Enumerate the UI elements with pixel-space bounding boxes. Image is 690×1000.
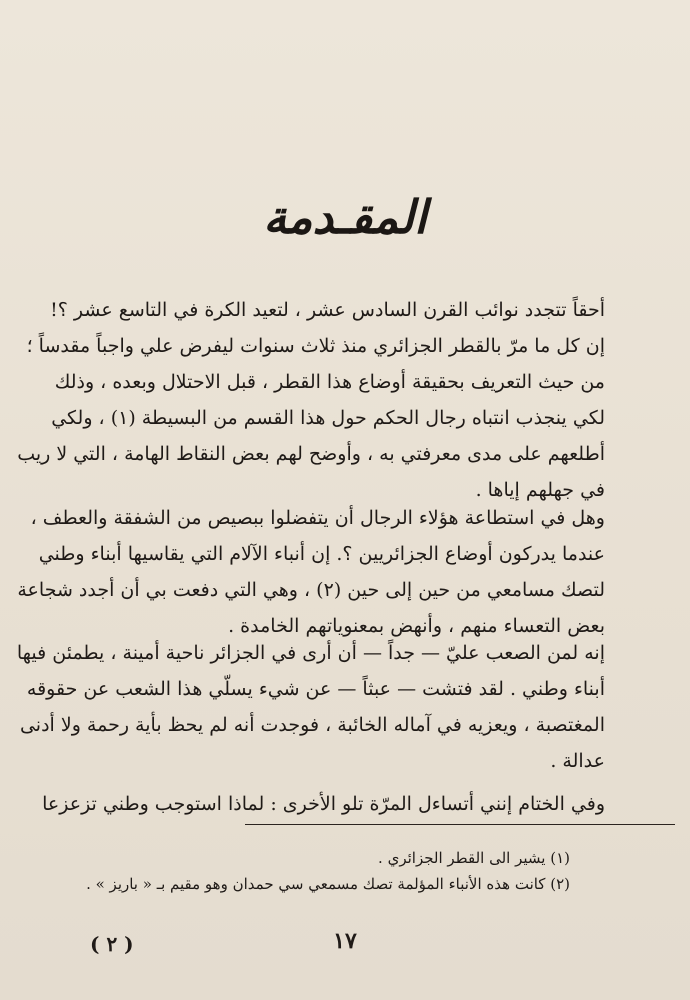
text-line: وفي الختام إنني أتساءل المرّة تلو الأخرى : لماذا استوجب وطني تزعزعا	[42, 793, 605, 815]
text-line: وهل في استطاعة هؤلاء الرجال أن يتفضلوا ببصيص من الشفقة والعطف ،	[30, 507, 605, 529]
text-line: المغتصبة ، ويعزيه في آماله الخائبة ، فوجدت أنه لم يحظ بأية رحمة ولا أدنى	[19, 714, 605, 736]
text-line: عندما يدركون أوضاع الجزائريين ؟. إن أنباء الآلام التي يقاسيها أبناء وطني	[38, 543, 605, 565]
text-line: أحقاً تتجدد نوائب القرن السادس عشر ، لتعيد الكرة في التاسع عشر ؟!	[50, 299, 605, 321]
text-line: إن كل ما مرّ بالقطر الجزائري منذ ثلاث سنوات ليفرض علي واجباً مقدساً ؛	[26, 335, 605, 357]
footnote-1: (١) يشير الى القطر الجزائري .	[378, 849, 570, 867]
footnotes	[86, 845, 570, 897]
page-number: ١٧	[333, 928, 357, 954]
text-line: من حيث التعريف بحقيقة أوضاع هذا القطر ، قبل الاحتلال وبعده ، وذلك	[54, 371, 605, 393]
footnote-2: (٢) كانت هذه الأنباء المؤلمة تصك مسمعي سي حمدان وهو مقيم بـ « باريز » .	[86, 875, 570, 893]
text-line: أبناء وطني . لقد فتشت — عبثاً — عن شيء يسلّي هذا الشعب عن حقوقه	[26, 678, 605, 700]
footnote-divider	[245, 824, 675, 825]
text-line: بعض التعساء منهم ، وأنهض بمعنوياتهم الخامدة .	[228, 615, 605, 637]
paragraph-3	[16, 635, 605, 779]
text-line: عدالة .	[550, 750, 605, 772]
text-line: إنه لمن الصعب عليّ — جداً — أن أرى في الجزائر ناحية أمينة ، يطمئن فيها	[16, 642, 605, 664]
paragraph-1	[17, 292, 605, 508]
paragraph-4	[42, 786, 605, 822]
signature-mark: ( ٢ )	[90, 932, 134, 956]
page-title: المقـدمة	[263, 190, 427, 244]
text-line: لكي ينجذب انتباه رجال الحكم حول هذا القسم من البسيطة (١) ، ولكي	[51, 407, 605, 429]
text-line: في جهلهم إياها .	[475, 479, 605, 501]
text-line: لتصك مسامعي من حين إلى حين (٢) ، وهي التي دفعت بي أن أجدد شجاعة	[17, 579, 605, 601]
paragraph-2	[17, 500, 605, 644]
text-line: أطلعهم على مدى معرفتي به ، وأوضح لهم بعض النقاط الهامة ، التي لا ريب	[17, 443, 605, 465]
